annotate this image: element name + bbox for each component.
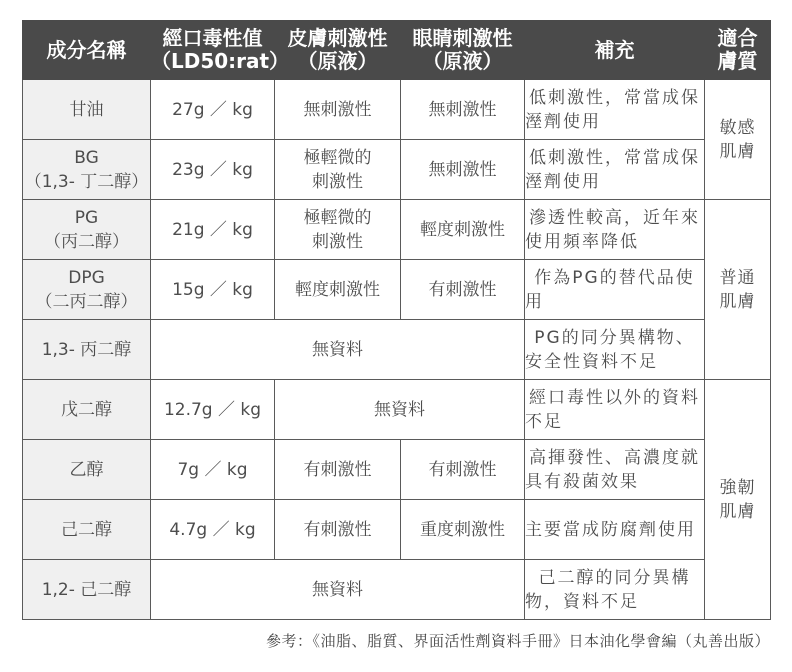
header-skin-type: 適合 膚質 [705, 21, 771, 80]
skin-irritation-value: 有刺激性 [275, 440, 401, 500]
reference-citation: 參考：《油脂、脂質、界面活性劑資料手冊》日本油化學會編（丸善出版） [265, 632, 770, 650]
note-value: 低刺激性，常當成保溼劑使用 [525, 80, 705, 140]
eye-irritation-value: 無刺激性 [401, 80, 525, 140]
ingredient-name: 1,3- 丙二醇 [23, 320, 151, 380]
ingredient-name: BG （1,3- 丁二醇） [23, 140, 151, 200]
no-data-merged: 無資料 [151, 560, 525, 620]
ld50-value: 4.7g ／ kg [151, 500, 275, 560]
note-value: 主要當成防腐劑使用 [525, 500, 705, 560]
header-row [23, 21, 771, 80]
table-row [23, 560, 771, 620]
table-row [23, 80, 771, 140]
header-ld50: 經口毒性值 （LD50:rat） [151, 21, 275, 80]
skin-irritation-value: 極輕微的 刺激性 [275, 140, 401, 200]
eye-irritation-value: 重度刺激性 [401, 500, 525, 560]
note-value: 作為PG的替代品使用 [525, 260, 705, 320]
header-skin-irritation: 皮膚刺激性 （原液） [275, 21, 401, 80]
table-row [23, 260, 771, 320]
eye-irritation-value: 有刺激性 [401, 440, 525, 500]
eye-irritation-value: 有刺激性 [401, 260, 525, 320]
note-value: 己二醇的同分異構物，資料不足 [525, 560, 705, 620]
eye-irritation-value: 輕度刺激性 [401, 200, 525, 260]
note-value: 經口毒性以外的資料不足 [525, 380, 705, 440]
ingredient-comparison-table [22, 20, 771, 620]
eye-irritation-value: 無刺激性 [401, 140, 525, 200]
header-name: 成分名稱 [23, 21, 151, 80]
header-eye-irritation: 眼睛刺激性 （原液） [401, 21, 525, 80]
skin-type-strong: 強韌 肌膚 [705, 380, 771, 620]
ld50-value: 27g ／ kg [151, 80, 275, 140]
ingredient-name: DPG （二丙二醇） [23, 260, 151, 320]
ingredient-name: 己二醇 [23, 500, 151, 560]
skin-irritation-value: 輕度刺激性 [275, 260, 401, 320]
skin-irritation-value: 有刺激性 [275, 500, 401, 560]
ld50-value: 7g ／ kg [151, 440, 275, 500]
note-value: 高揮發性、高濃度就具有殺菌效果 [525, 440, 705, 500]
no-data-merged: 無資料 [151, 320, 525, 380]
no-data-merged: 無資料 [275, 380, 525, 440]
table-row [23, 140, 771, 200]
table-row [23, 500, 771, 560]
note-value: PG的同分異構物、安全性資料不足 [525, 320, 705, 380]
skin-irritation-value: 極輕微的 刺激性 [275, 200, 401, 260]
ingredient-name: 甘油 [23, 80, 151, 140]
ingredient-name: 戊二醇 [23, 380, 151, 440]
ingredient-name: 1,2- 己二醇 [23, 560, 151, 620]
skin-type-normal: 普通 肌膚 [705, 200, 771, 380]
ld50-value: 23g ／ kg [151, 140, 275, 200]
table-row [23, 440, 771, 500]
ingredient-name: 乙醇 [23, 440, 151, 500]
header-note: 補充 [525, 21, 705, 80]
ld50-value: 12.7g ／ kg [151, 380, 275, 440]
ingredient-name: PG （丙二醇） [23, 200, 151, 260]
ingredient-table-figure [22, 20, 770, 620]
note-value: 滲透性較高，近年來使用頻率降低 [525, 200, 705, 260]
note-value: 低刺激性，常當成保溼劑使用 [525, 140, 705, 200]
skin-irritation-value: 無刺激性 [275, 80, 401, 140]
ld50-value: 15g ／ kg [151, 260, 275, 320]
table-row [23, 200, 771, 260]
table-row [23, 320, 771, 380]
table-row [23, 380, 771, 440]
ld50-value: 21g ／ kg [151, 200, 275, 260]
skin-type-sensitive: 敏感 肌膚 [705, 80, 771, 200]
